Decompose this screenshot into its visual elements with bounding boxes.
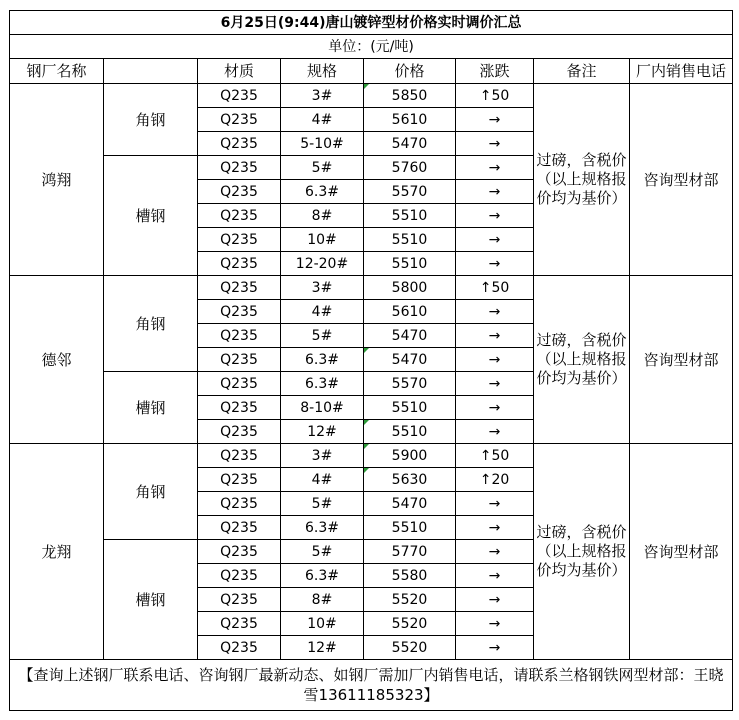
header-material: 材质 <box>198 59 281 84</box>
product-type: 槽钢 <box>104 372 198 444</box>
header-mill: 钢厂名称 <box>10 59 104 84</box>
right-arrow-icon: → <box>488 255 501 272</box>
price-cell <box>364 180 456 204</box>
mill-name: 鸿翔 <box>10 84 104 276</box>
price-cell <box>364 396 456 420</box>
change-value: 50 <box>491 87 510 104</box>
material-cell: Q235 <box>198 300 281 324</box>
price-value: 5580 <box>391 567 428 584</box>
product-type: 槽钢 <box>104 540 198 660</box>
price-sheet <box>9 10 732 711</box>
material-cell: Q235 <box>198 180 281 204</box>
header-change: 涨跌 <box>456 59 534 84</box>
price-value: 5510 <box>391 231 428 248</box>
price-value: 5470 <box>391 495 428 512</box>
change-cell <box>456 396 534 420</box>
change-cell <box>456 636 534 660</box>
material-cell: Q235 <box>198 540 281 564</box>
spec-cell: 10# <box>281 612 364 636</box>
comment-marker-icon <box>364 420 369 425</box>
material-cell: Q235 <box>198 132 281 156</box>
price-cell <box>364 84 456 108</box>
price-value: 5570 <box>391 375 428 392</box>
material-cell: Q235 <box>198 276 281 300</box>
price-cell <box>364 588 456 612</box>
spec-cell: 6.3# <box>281 372 364 396</box>
price-value: 5470 <box>391 351 428 368</box>
right-arrow-icon: → <box>488 399 501 416</box>
material-cell: Q235 <box>198 324 281 348</box>
spec-cell: 12-20# <box>281 252 364 276</box>
material-cell: Q235 <box>198 516 281 540</box>
change-value: 20 <box>491 471 510 488</box>
material-cell: Q235 <box>198 564 281 588</box>
price-value: 5520 <box>391 591 428 608</box>
price-cell <box>364 204 456 228</box>
mill-name: 龙翔 <box>10 444 104 660</box>
contact-cell: 咨询型材部 <box>630 84 733 276</box>
price-value: 5630 <box>391 471 428 488</box>
price-value: 5770 <box>391 543 428 560</box>
price-cell <box>364 492 456 516</box>
spec-cell: 4# <box>281 108 364 132</box>
table-row <box>10 444 733 468</box>
change-cell <box>456 324 534 348</box>
spec-cell: 5# <box>281 540 364 564</box>
material-cell: Q235 <box>198 612 281 636</box>
material-cell: Q235 <box>198 108 281 132</box>
price-cell <box>364 276 456 300</box>
change-cell <box>456 420 534 444</box>
price-value: 5510 <box>391 423 428 440</box>
spec-cell: 8-10# <box>281 396 364 420</box>
right-arrow-icon: → <box>488 519 501 536</box>
change-cell <box>456 372 534 396</box>
material-cell: Q235 <box>198 636 281 660</box>
material-cell: Q235 <box>198 372 281 396</box>
right-arrow-icon: → <box>488 231 501 248</box>
spec-cell: 3# <box>281 84 364 108</box>
price-value: 5510 <box>391 207 428 224</box>
price-value: 5520 <box>391 615 428 632</box>
up-arrow-icon: ↑ <box>479 471 492 488</box>
comment-marker-icon <box>364 444 369 449</box>
price-cell <box>364 228 456 252</box>
page-title: 6月25日(9:44)唐山镀锌型材价格实时调价汇总 <box>10 11 733 35</box>
up-arrow-icon: ↑ <box>479 87 492 104</box>
material-cell: Q235 <box>198 492 281 516</box>
spec-cell: 6.3# <box>281 180 364 204</box>
change-cell <box>456 252 534 276</box>
price-value: 5800 <box>391 279 428 296</box>
spec-cell: 6.3# <box>281 348 364 372</box>
comment-marker-icon <box>364 468 369 473</box>
change-cell <box>456 156 534 180</box>
spec-cell: 10# <box>281 228 364 252</box>
price-value: 5510 <box>391 399 428 416</box>
price-cell <box>364 444 456 468</box>
price-cell <box>364 372 456 396</box>
material-cell: Q235 <box>198 348 281 372</box>
change-value: 50 <box>491 447 510 464</box>
price-value: 5520 <box>391 639 428 656</box>
spec-cell: 4# <box>281 468 364 492</box>
price-cell <box>364 540 456 564</box>
right-arrow-icon: → <box>488 135 501 152</box>
price-cell <box>364 468 456 492</box>
up-arrow-icon: ↑ <box>479 279 492 296</box>
change-cell <box>456 300 534 324</box>
price-cell <box>364 108 456 132</box>
price-cell <box>364 132 456 156</box>
change-cell <box>456 84 534 108</box>
header-price: 价格 <box>364 59 456 84</box>
footer-row <box>10 660 733 711</box>
product-type: 槽钢 <box>104 156 198 276</box>
change-cell <box>456 468 534 492</box>
material-cell: Q235 <box>198 156 281 180</box>
right-arrow-icon: → <box>488 495 501 512</box>
right-arrow-icon: → <box>488 303 501 320</box>
material-cell: Q235 <box>198 588 281 612</box>
material-cell: Q235 <box>198 204 281 228</box>
table-row <box>10 84 733 108</box>
header-phone: 厂内销售电话 <box>630 59 733 84</box>
price-table <box>9 10 733 711</box>
spec-cell: 8# <box>281 204 364 228</box>
price-value: 5760 <box>391 159 428 176</box>
material-cell: Q235 <box>198 84 281 108</box>
price-value: 5510 <box>391 519 428 536</box>
price-cell <box>364 156 456 180</box>
right-arrow-icon: → <box>488 423 501 440</box>
right-arrow-icon: → <box>488 615 501 632</box>
unit-label: 单位：(元/吨) <box>10 35 733 59</box>
change-cell <box>456 348 534 372</box>
change-cell <box>456 108 534 132</box>
price-value: 5610 <box>391 111 428 128</box>
comment-marker-icon <box>364 348 369 353</box>
material-cell: Q235 <box>198 444 281 468</box>
price-cell <box>364 636 456 660</box>
right-arrow-icon: → <box>488 591 501 608</box>
right-arrow-icon: → <box>488 567 501 584</box>
comment-marker-icon <box>364 84 369 89</box>
header-row <box>10 59 733 84</box>
price-value: 5470 <box>391 327 428 344</box>
product-type: 角钢 <box>104 276 198 372</box>
note-cell: 过磅，含税价（以上规格报价均为基价） <box>534 84 630 276</box>
product-type: 角钢 <box>104 444 198 540</box>
footer-note: 【查询上述钢厂联系电话、咨询钢厂最新动态、如钢厂需加厂内销售电话，请联系兰格钢铁网型材部：王晓雪13611185323】 <box>10 660 733 711</box>
spec-cell: 3# <box>281 276 364 300</box>
price-value: 5570 <box>391 183 428 200</box>
change-cell <box>456 588 534 612</box>
change-value: 50 <box>491 279 510 296</box>
change-cell <box>456 516 534 540</box>
right-arrow-icon: → <box>488 351 501 368</box>
contact-cell: 咨询型材部 <box>630 444 733 660</box>
price-cell <box>364 300 456 324</box>
spec-cell: 5# <box>281 492 364 516</box>
change-cell <box>456 180 534 204</box>
note-cell: 过磅，含税价（以上规格报价均为基价） <box>534 276 630 444</box>
product-type: 角钢 <box>104 84 198 156</box>
price-cell <box>364 516 456 540</box>
right-arrow-icon: → <box>488 207 501 224</box>
right-arrow-icon: → <box>488 111 501 128</box>
price-cell <box>364 348 456 372</box>
spec-cell: 6.3# <box>281 516 364 540</box>
change-cell <box>456 132 534 156</box>
spec-cell: 12# <box>281 636 364 660</box>
up-arrow-icon: ↑ <box>479 447 492 464</box>
change-cell <box>456 540 534 564</box>
material-cell: Q235 <box>198 420 281 444</box>
price-value: 5510 <box>391 255 428 272</box>
material-cell: Q235 <box>198 468 281 492</box>
spec-cell: 5# <box>281 324 364 348</box>
price-value: 5900 <box>391 447 428 464</box>
price-value: 5610 <box>391 303 428 320</box>
price-cell <box>364 612 456 636</box>
price-cell <box>364 324 456 348</box>
note-cell: 过磅，含税价（以上规格报价均为基价） <box>534 444 630 660</box>
spec-cell: 3# <box>281 444 364 468</box>
right-arrow-icon: → <box>488 375 501 392</box>
right-arrow-icon: → <box>488 543 501 560</box>
header-spec: 规格 <box>281 59 364 84</box>
change-cell <box>456 228 534 252</box>
price-cell <box>364 564 456 588</box>
price-value: 5470 <box>391 135 428 152</box>
change-cell <box>456 492 534 516</box>
material-cell: Q235 <box>198 228 281 252</box>
spec-cell: 5-10# <box>281 132 364 156</box>
mill-name: 德邻 <box>10 276 104 444</box>
price-value: 5850 <box>391 87 428 104</box>
change-cell <box>456 204 534 228</box>
change-cell <box>456 444 534 468</box>
change-cell <box>456 612 534 636</box>
header-type <box>104 59 198 84</box>
right-arrow-icon: → <box>488 183 501 200</box>
material-cell: Q235 <box>198 396 281 420</box>
change-cell <box>456 564 534 588</box>
right-arrow-icon: → <box>488 327 501 344</box>
right-arrow-icon: → <box>488 159 501 176</box>
spec-cell: 12# <box>281 420 364 444</box>
contact-cell: 咨询型材部 <box>630 276 733 444</box>
spec-cell: 8# <box>281 588 364 612</box>
spec-cell: 5# <box>281 156 364 180</box>
material-cell: Q235 <box>198 252 281 276</box>
right-arrow-icon: → <box>488 639 501 656</box>
change-cell <box>456 276 534 300</box>
header-note: 备注 <box>534 59 630 84</box>
spec-cell: 6.3# <box>281 564 364 588</box>
price-cell <box>364 420 456 444</box>
spec-cell: 4# <box>281 300 364 324</box>
price-cell <box>364 252 456 276</box>
table-row <box>10 276 733 300</box>
